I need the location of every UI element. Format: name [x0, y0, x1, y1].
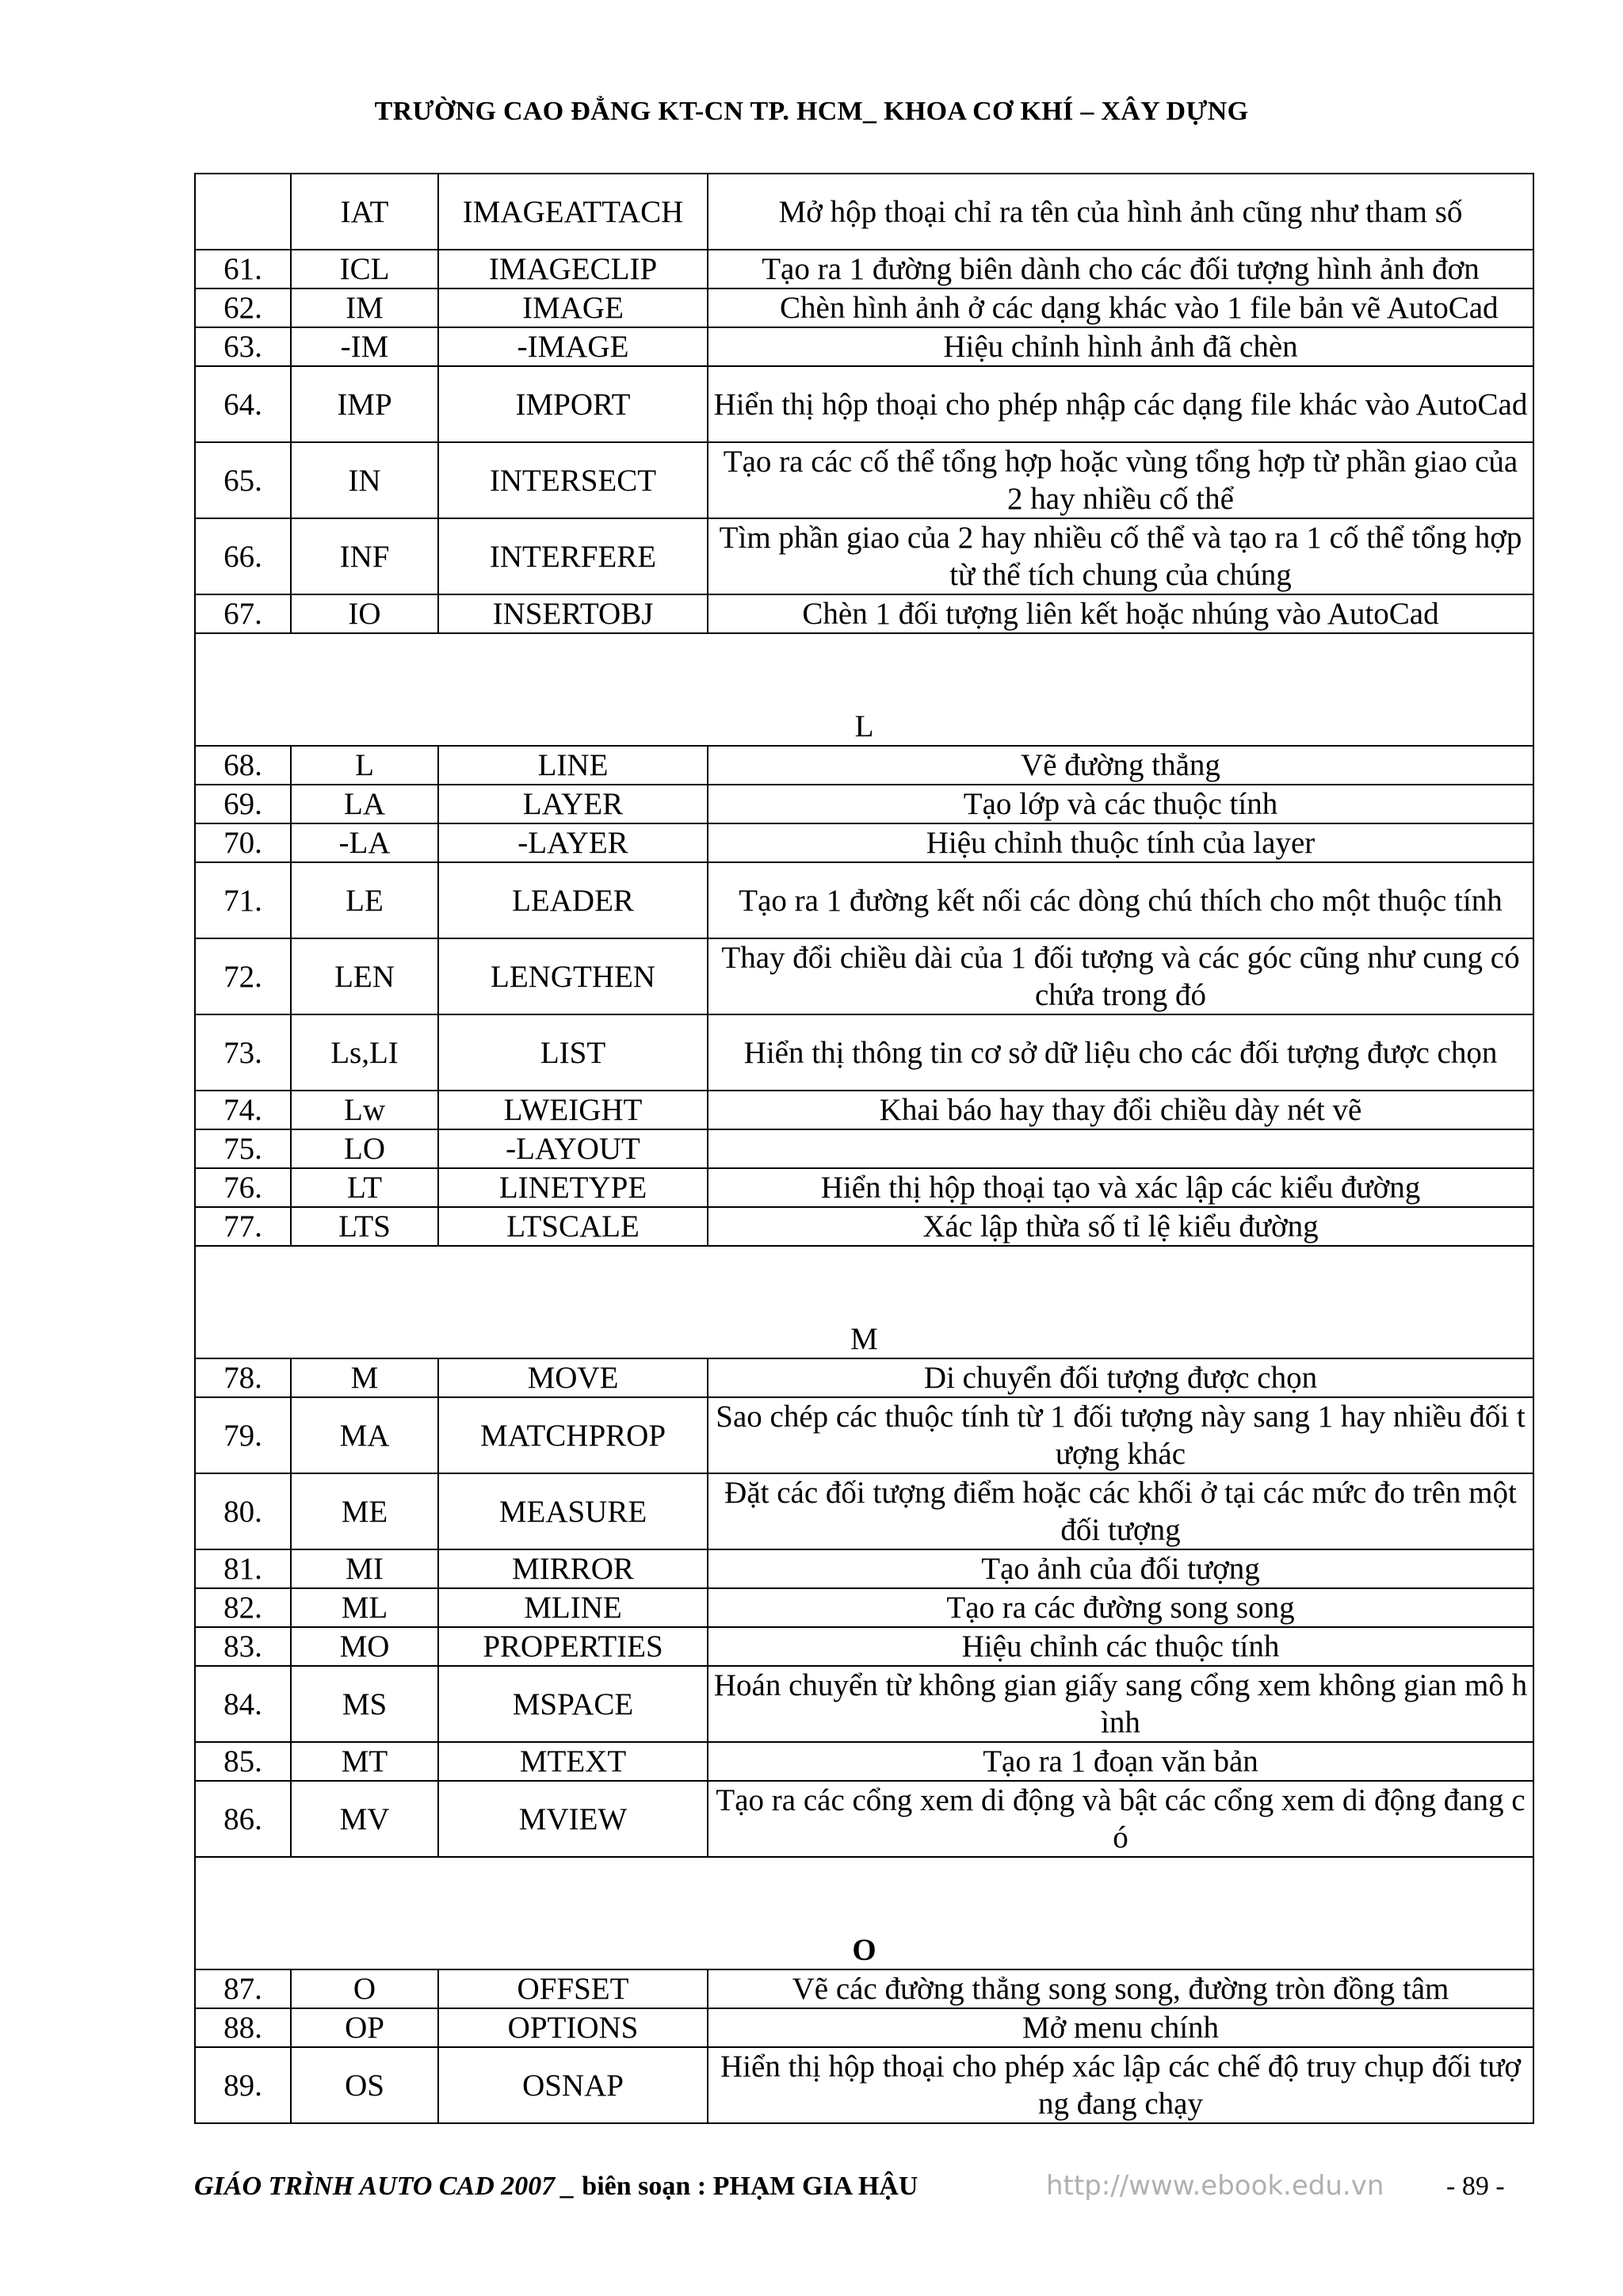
section-row — [195, 1857, 1533, 1969]
row-number: 65. — [195, 442, 291, 518]
command-name: MOVE — [438, 1358, 708, 1397]
command-description: Hiển thị thông tin cơ sở dữ liệu cho các đối tượng được chọn — [708, 1014, 1533, 1091]
command-description: Tạo ra 1 đường biên dành cho các đối tượng hình ảnh đơn — [708, 250, 1533, 288]
command-description: Vẽ các đường thẳng song song, đường tròn đồng tâm — [708, 1969, 1533, 2008]
row-number: 76. — [195, 1168, 291, 1207]
command-name: MTEXT — [438, 1742, 708, 1781]
command-description: Tạo lớp và các thuộc tính — [708, 785, 1533, 823]
command-description: Tạo ra các cổng xem di động và bật các cổng xem di động đang có — [708, 1781, 1533, 1857]
command-alias: ML — [291, 1588, 438, 1627]
command-alias: LTS — [291, 1207, 438, 1246]
command-description: Hiển thị hộp thoại tạo và xác lập các kiểu đường — [708, 1168, 1533, 1207]
section-row — [195, 633, 1533, 746]
command-table — [194, 173, 1534, 2124]
command-name: LWEIGHT — [438, 1091, 708, 1129]
row-number: 66. — [195, 518, 291, 594]
table-row — [195, 1014, 1533, 1091]
command-description: Hiệu chỉnh các thuộc tính — [708, 1627, 1533, 1666]
command-name: MIRROR — [438, 1549, 708, 1588]
command-alias: IO — [291, 594, 438, 633]
command-name: IMAGE — [438, 288, 708, 327]
row-number: 85. — [195, 1742, 291, 1781]
row-number: 62. — [195, 288, 291, 327]
command-alias: Ls,LI — [291, 1014, 438, 1091]
command-alias: -IM — [291, 327, 438, 366]
command-alias: IN — [291, 442, 438, 518]
command-alias: MI — [291, 1549, 438, 1588]
command-alias: ME — [291, 1473, 438, 1549]
command-alias: LO — [291, 1129, 438, 1168]
command-description: Hiệu chỉnh hình ảnh đã chèn — [708, 327, 1533, 366]
table-row — [195, 1969, 1533, 2008]
command-alias: MA — [291, 1397, 438, 1473]
command-name: MLINE — [438, 1588, 708, 1627]
command-name: MATCHPROP — [438, 1397, 708, 1473]
command-alias: LE — [291, 862, 438, 938]
row-number: 70. — [195, 823, 291, 862]
section-label: M — [195, 1246, 1533, 1358]
row-number: 61. — [195, 250, 291, 288]
command-name: OFFSET — [438, 1969, 708, 2008]
table-row — [195, 250, 1533, 288]
row-number: 82. — [195, 1588, 291, 1627]
command-alias: O — [291, 1969, 438, 2008]
command-description: Tạo ra các cố thể tổng hợp hoặc vùng tổng hợp từ phần giao của 2 hay nhiều cố thể — [708, 442, 1533, 518]
table-row — [195, 862, 1533, 938]
section-row — [195, 1246, 1533, 1358]
command-alias: -LA — [291, 823, 438, 862]
command-alias: L — [291, 746, 438, 785]
footer-book-title — [194, 2172, 918, 2202]
table-row — [195, 288, 1533, 327]
command-name: LAYER — [438, 785, 708, 823]
section-label: O — [195, 1857, 1533, 1969]
command-name: INSERTOBJ — [438, 594, 708, 633]
command-name: -LAYER — [438, 823, 708, 862]
command-description: Tạo ra 1 đoạn văn bản — [708, 1742, 1533, 1781]
table-row — [195, 785, 1533, 823]
row-number: 80. — [195, 1473, 291, 1549]
command-description: Thay đổi chiều dài của 1 đối tượng và các góc cũng như cung có chứa trong đó — [708, 938, 1533, 1014]
row-number: 83. — [195, 1627, 291, 1666]
command-alias: IM — [291, 288, 438, 327]
command-description: Đặt các đối tượng điểm hoặc các khối ở tại các mức đo trên một đối tượng — [708, 1473, 1533, 1549]
row-number: 78. — [195, 1358, 291, 1397]
command-description — [708, 1129, 1533, 1168]
row-number: 79. — [195, 1397, 291, 1473]
table-row — [195, 442, 1533, 518]
command-description: Hoán chuyển từ không gian giấy sang cổng xem không gian mô hình — [708, 1666, 1533, 1742]
command-name: -LAYOUT — [438, 1129, 708, 1168]
command-name: INTERSECT — [438, 442, 708, 518]
command-description: Khai báo hay thay đổi chiều dày nét vẽ — [708, 1091, 1533, 1129]
command-description: Chèn 1 đối tượng liên kết hoặc nhúng vào AutoCad — [708, 594, 1533, 633]
command-description: Hiển thị hộp thoại cho phép xác lập các chế độ truy chụp đối tượng đang chạy — [708, 2047, 1533, 2123]
row-number — [195, 174, 291, 250]
command-name: OSNAP — [438, 2047, 708, 2123]
command-name: OPTIONS — [438, 2008, 708, 2047]
page-header: TRƯỜNG CAO ĐẲNG KT-CN TP. HCM_ KHOA CƠ KHÍ – XÂY DỰNG — [374, 97, 1249, 126]
row-number: 64. — [195, 366, 291, 442]
row-number: 74. — [195, 1091, 291, 1129]
table-row — [195, 938, 1533, 1014]
command-alias: MO — [291, 1627, 438, 1666]
row-number: 63. — [195, 327, 291, 366]
command-alias: IAT — [291, 174, 438, 250]
row-number: 88. — [195, 2008, 291, 2047]
command-name: IMAGEATTACH — [438, 174, 708, 250]
command-name: MVIEW — [438, 1781, 708, 1857]
command-description: Mở menu chính — [708, 2008, 1533, 2047]
command-name: -IMAGE — [438, 327, 708, 366]
command-name: PROPERTIES — [438, 1627, 708, 1666]
command-alias: IMP — [291, 366, 438, 442]
row-number: 72. — [195, 938, 291, 1014]
table-row — [195, 1091, 1533, 1129]
command-name: LENGTHEN — [438, 938, 708, 1014]
command-description: Tạo ra các đường song song — [708, 1588, 1533, 1627]
row-number: 67. — [195, 594, 291, 633]
table-row — [195, 174, 1533, 250]
row-number: 81. — [195, 1549, 291, 1588]
table-row — [195, 1168, 1533, 1207]
table-row — [195, 366, 1533, 442]
command-name: IMAGECLIP — [438, 250, 708, 288]
command-alias: MV — [291, 1781, 438, 1857]
command-name: LINE — [438, 746, 708, 785]
table-row — [195, 1358, 1533, 1397]
command-description: Xác lập thừa số tỉ lệ kiểu đường — [708, 1207, 1533, 1246]
command-name: IMPORT — [438, 366, 708, 442]
command-description: Chèn hình ảnh ở các dạng khác vào 1 file bản vẽ AutoCad — [708, 288, 1533, 327]
command-description: Tạo ra 1 đường kết nối các dòng chú thích cho một thuộc tính — [708, 862, 1533, 938]
command-description: Vẽ đường thẳng — [708, 746, 1533, 785]
row-number: 68. — [195, 746, 291, 785]
command-alias: MS — [291, 1666, 438, 1742]
row-number: 71. — [195, 862, 291, 938]
command-description: Hiển thị hộp thoại cho phép nhập các dạng file khác vào AutoCad — [708, 366, 1533, 442]
command-name: LEADER — [438, 862, 708, 938]
footer-author: biên soạn : PHẠM GIA HẬU — [582, 2172, 918, 2201]
command-name: LIST — [438, 1014, 708, 1091]
command-table-body — [195, 174, 1533, 2123]
footer-url: http://www.ebook.edu.vn — [1046, 2170, 1384, 2202]
command-alias: MT — [291, 1742, 438, 1781]
command-name: MEASURE — [438, 1473, 708, 1549]
table-row — [195, 2008, 1533, 2047]
command-alias: OS — [291, 2047, 438, 2123]
command-name: LTSCALE — [438, 1207, 708, 1246]
row-number: 89. — [195, 2047, 291, 2123]
table-row — [195, 1781, 1533, 1857]
command-alias: ICL — [291, 250, 438, 288]
command-alias: Lw — [291, 1091, 438, 1129]
table-row — [195, 2047, 1533, 2123]
row-number: 87. — [195, 1969, 291, 2008]
footer-title-text: GIÁO TRÌNH AUTO CAD 2007 _ — [194, 2172, 582, 2201]
command-description: Mở hộp thoại chỉ ra tên của hình ảnh cũng như tham số — [708, 174, 1533, 250]
command-name: LINETYPE — [438, 1168, 708, 1207]
table-row — [195, 1397, 1533, 1473]
command-alias: LT — [291, 1168, 438, 1207]
command-description: Tạo ảnh của đối tượng — [708, 1549, 1533, 1588]
row-number: 86. — [195, 1781, 291, 1857]
table-row — [195, 1742, 1533, 1781]
command-alias: INF — [291, 518, 438, 594]
command-name: MSPACE — [438, 1666, 708, 1742]
row-number: 73. — [195, 1014, 291, 1091]
row-number: 75. — [195, 1129, 291, 1168]
command-name: INTERFERE — [438, 518, 708, 594]
table-row — [195, 1666, 1533, 1742]
table-row — [195, 746, 1533, 785]
table-row — [195, 1549, 1533, 1588]
command-description: Hiệu chỉnh thuộc tính của layer — [708, 823, 1533, 862]
table-row — [195, 1588, 1533, 1627]
table-row — [195, 1473, 1533, 1549]
command-alias: OP — [291, 2008, 438, 2047]
row-number: 77. — [195, 1207, 291, 1246]
table-row — [195, 518, 1533, 594]
command-description: Tìm phần giao của 2 hay nhiều cố thể và tạo ra 1 cố thể tổng hợp từ thể tích chung của chúng — [708, 518, 1533, 594]
table-row — [195, 1207, 1533, 1246]
command-alias: LA — [291, 785, 438, 823]
table-row — [195, 823, 1533, 862]
page-number: - 89 - — [1446, 2172, 1505, 2201]
table-row — [195, 594, 1533, 633]
command-alias: M — [291, 1358, 438, 1397]
table-row — [195, 1627, 1533, 1666]
table-row — [195, 1129, 1533, 1168]
row-number: 69. — [195, 785, 291, 823]
command-description: Sao chép các thuộc tính từ 1 đối tượng này sang 1 hay nhiều đối tượng khác — [708, 1397, 1533, 1473]
section-label: L — [195, 633, 1533, 746]
table-row — [195, 327, 1533, 366]
command-description: Di chuyển đối tượng được chọn — [708, 1358, 1533, 1397]
row-number: 84. — [195, 1666, 291, 1742]
command-alias: LEN — [291, 938, 438, 1014]
